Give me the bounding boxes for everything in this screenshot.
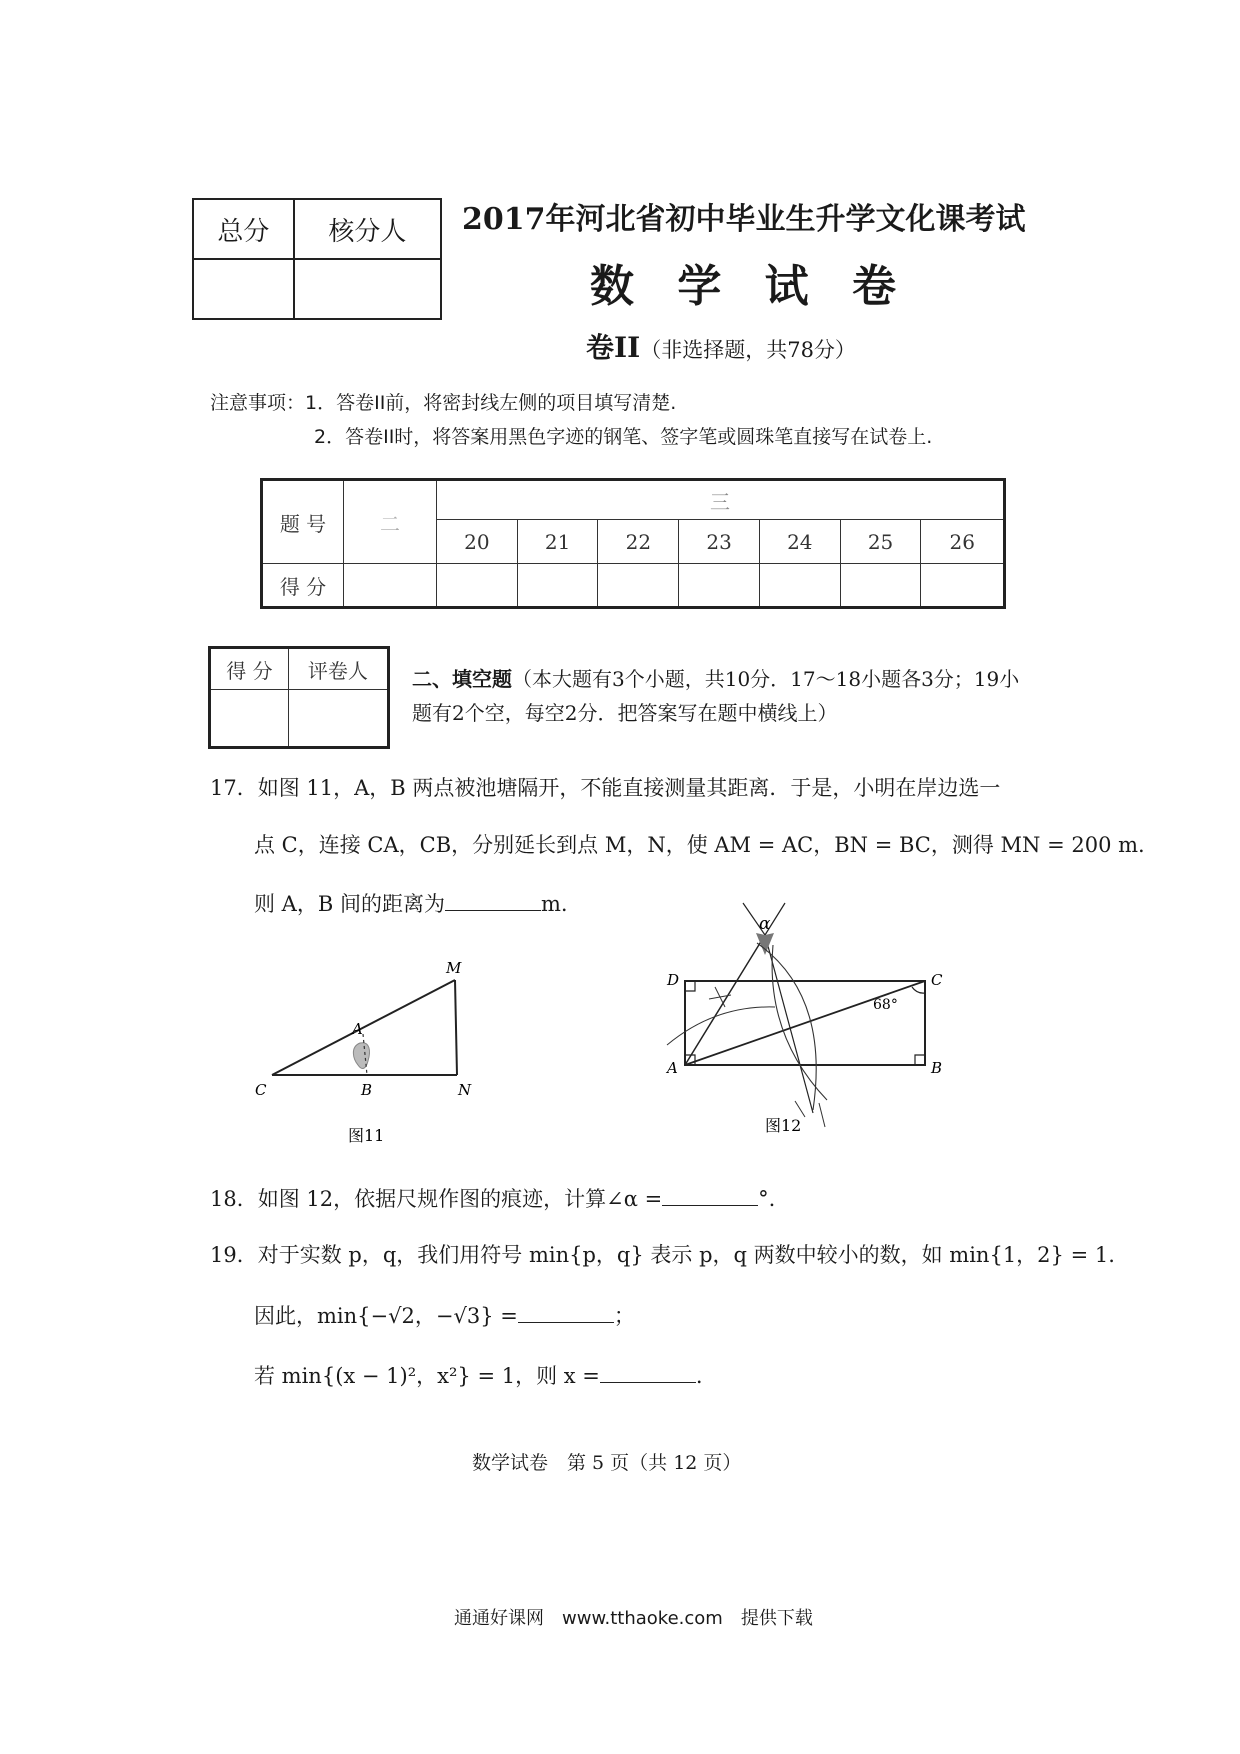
score-cell-25 bbox=[840, 564, 921, 608]
grader-cell bbox=[288, 690, 388, 748]
q17-line-2: 点 C，连接 CA，CB，分别延长到点 M，N，使 AM = AC，BN = BC，测得 MN = 200 m. bbox=[254, 833, 1145, 857]
fig11-label-C: C bbox=[255, 1081, 267, 1099]
score-cell-22 bbox=[598, 564, 679, 608]
total-score-cell bbox=[193, 259, 294, 319]
total-score-box bbox=[192, 198, 442, 320]
q18-line bbox=[210, 1183, 775, 1214]
q19-line-3 bbox=[254, 1360, 703, 1391]
q17-answer-blank[interactable] bbox=[445, 888, 541, 911]
section-3-header: 三 bbox=[437, 480, 1005, 520]
q17-prompt: 则 A，B 间的距离为 bbox=[254, 892, 445, 916]
q19-line-1: 19．对于实数 p，q，我们用符号 min{p，q} 表示 p，q 两数中较小的数，如 min{1，2} = 1. bbox=[210, 1243, 1115, 1267]
part-title bbox=[586, 326, 856, 366]
verifier-label: 核分人 bbox=[294, 199, 441, 259]
q18-answer-blank[interactable] bbox=[662, 1183, 758, 1206]
col-22: 22 bbox=[598, 520, 679, 564]
q18-unit: °. bbox=[758, 1187, 776, 1211]
figure-12 bbox=[655, 895, 955, 1140]
score-cell-2 bbox=[344, 564, 437, 608]
watermark-text: 通通好课网 www.tthaoke.com 提供下载 bbox=[454, 1608, 813, 1629]
section-2-desc-line-1 bbox=[412, 664, 1019, 694]
notice-label: 注意事项： bbox=[210, 392, 306, 414]
grader-score-label: 得 分 bbox=[210, 648, 289, 690]
row-label-question: 题 号 bbox=[262, 480, 344, 564]
section-2-desc-1: （本大题有3个小题，共10分．17～18小题各3分；19小 bbox=[512, 667, 1020, 691]
score-cell-24 bbox=[759, 564, 840, 608]
score-cell-23 bbox=[679, 564, 760, 608]
q17-line-1: 17．如图 11，A，B 两点被池塘隔开，不能直接测量其距离．于是，小明在岸边选一 bbox=[210, 776, 1001, 800]
exam-title: 2017年河北省初中毕业生升学文化课考试 bbox=[462, 202, 1026, 237]
section-2-header: 二 bbox=[344, 480, 437, 564]
part-note: （非选择题，共78分） bbox=[640, 338, 856, 362]
notice-item-1: 1．答卷II前，将密封线左侧的项目填写清楚. bbox=[305, 392, 677, 414]
q19-sep: ； bbox=[613, 1304, 635, 1328]
part-main: 卷II bbox=[586, 331, 641, 364]
fig12-angle-label: 68° bbox=[873, 997, 898, 1013]
q19-prompt-1: 因此，min{−√2，−√3} = bbox=[254, 1304, 518, 1328]
score-cell-21 bbox=[517, 564, 598, 608]
q19-answer-blank-2[interactable] bbox=[600, 1360, 696, 1383]
q18-prompt: 18．如图 12，依据尺规作图的痕迹，计算∠α = bbox=[210, 1187, 663, 1211]
verifier-cell bbox=[294, 259, 441, 319]
q19-prompt-2: 若 min{(x − 1)²，x²} = 1，则 x = bbox=[254, 1364, 600, 1388]
fig12-caption: 图12 bbox=[765, 1116, 802, 1135]
q19-end: . bbox=[695, 1364, 703, 1388]
fig11-label-B: B bbox=[361, 1081, 373, 1099]
col-26: 26 bbox=[921, 520, 1005, 564]
q17-line-3 bbox=[254, 888, 568, 919]
score-table bbox=[260, 478, 1006, 609]
q19-line-2 bbox=[254, 1300, 635, 1331]
q17-unit: m. bbox=[540, 892, 568, 916]
col-25: 25 bbox=[840, 520, 921, 564]
fig11-label-A: A bbox=[352, 1020, 363, 1038]
total-score-label: 总分 bbox=[193, 199, 294, 259]
fig12-label-alpha: α bbox=[759, 914, 771, 934]
fig12-label-C: C bbox=[931, 971, 943, 989]
grader-score-cell bbox=[210, 690, 289, 748]
figure-11 bbox=[250, 955, 490, 1155]
subject-title: 数 学 试 卷 bbox=[590, 261, 910, 312]
fig11-label-N: N bbox=[458, 1081, 472, 1099]
fig12-label-B: B bbox=[931, 1059, 943, 1077]
notice-line-1 bbox=[210, 388, 676, 418]
section-2-heading: 二、填空题 bbox=[412, 667, 512, 691]
grader-box bbox=[208, 646, 390, 749]
col-23: 23 bbox=[679, 520, 760, 564]
row-label-score: 得 分 bbox=[262, 564, 344, 608]
col-20: 20 bbox=[437, 520, 518, 564]
col-24: 24 bbox=[759, 520, 840, 564]
fig12-label-D: D bbox=[667, 971, 680, 989]
notice-line-2: 2．答卷II时，将答案用黑色字迹的钢笔、签字笔或圆珠笔直接写在试卷上. bbox=[314, 426, 933, 448]
fig11-caption: 图11 bbox=[348, 1126, 385, 1145]
q19-answer-blank-1[interactable] bbox=[518, 1300, 614, 1323]
col-21: 21 bbox=[517, 520, 598, 564]
score-cell-20 bbox=[437, 564, 518, 608]
fig12-label-A: A bbox=[667, 1059, 678, 1077]
page-footer: 数学试卷 第 5 页（共 12 页） bbox=[472, 1452, 742, 1474]
grader-label: 评卷人 bbox=[288, 648, 388, 690]
score-cell-26 bbox=[921, 564, 1005, 608]
section-2-desc-2: 题有2个空，每空2分．把答案写在题中横线上） bbox=[412, 701, 838, 725]
fig11-label-M: M bbox=[446, 959, 462, 977]
